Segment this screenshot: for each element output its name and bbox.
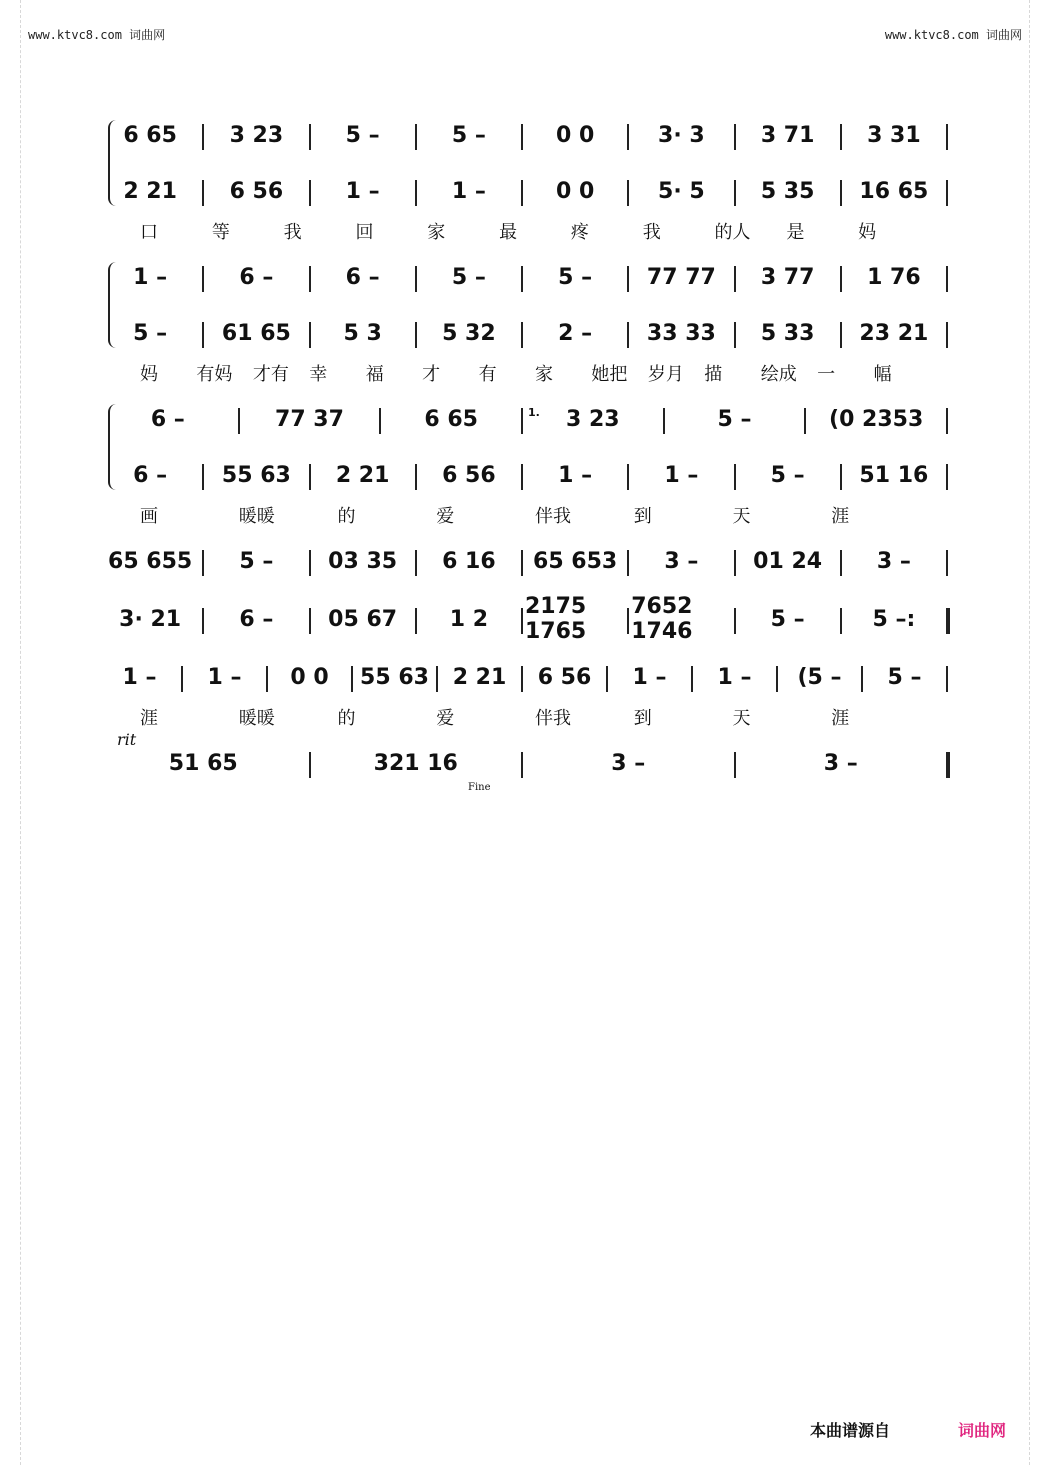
measure: 6 – xyxy=(150,406,185,432)
barline xyxy=(734,464,736,490)
barline xyxy=(309,550,311,576)
barline xyxy=(776,666,778,692)
barline xyxy=(436,666,438,692)
barline xyxy=(309,608,311,634)
barline xyxy=(840,180,842,206)
system-1-upper-staff xyxy=(100,120,950,150)
line-6-staff xyxy=(100,594,950,644)
lyric-syllable: 妈 xyxy=(858,222,877,243)
measure: 3 77 xyxy=(760,264,815,290)
measure: 7652 1746 xyxy=(631,594,693,644)
barline xyxy=(309,322,311,348)
line-7-lyrics xyxy=(100,704,950,729)
measure: 55 63 xyxy=(221,462,291,488)
measure: 3 – xyxy=(664,548,699,574)
barline xyxy=(521,666,523,692)
measure: 5 – xyxy=(133,320,168,346)
lyric-syllable: 涯 xyxy=(140,708,158,729)
barline xyxy=(521,408,523,434)
measure: 51 65 xyxy=(168,750,238,776)
measure: 6 – xyxy=(345,264,380,290)
barline xyxy=(309,124,311,150)
barline xyxy=(627,608,629,634)
measure: 0 0 xyxy=(290,664,329,690)
barline xyxy=(309,180,311,206)
lyric-syllable: 幅 xyxy=(873,364,892,385)
fine-marking: Fine xyxy=(468,782,491,793)
lyric-syllable: 绘成 xyxy=(760,364,797,385)
barline xyxy=(202,180,204,206)
barline xyxy=(627,464,629,490)
barline xyxy=(734,608,736,634)
lyric-syllable: 幸 xyxy=(309,364,328,385)
system-1-lyrics xyxy=(100,218,950,243)
measure: 321 16 xyxy=(373,750,458,776)
barline xyxy=(946,408,948,434)
measure: 65 653 xyxy=(533,548,618,574)
measure: 33 33 xyxy=(646,320,716,346)
barline xyxy=(238,408,240,434)
measure: 5 – xyxy=(239,548,274,574)
barline xyxy=(351,666,353,692)
measure: 0 0 xyxy=(555,122,595,148)
measure: 2 – xyxy=(558,320,593,346)
measure: 6 56 xyxy=(537,664,592,690)
barline xyxy=(415,464,417,490)
measure: 1 – xyxy=(632,664,667,690)
lyric-syllable: 天 xyxy=(732,708,751,729)
barline xyxy=(415,608,417,634)
lyric-syllable: 到 xyxy=(633,708,652,729)
measure: 5 – xyxy=(717,406,752,432)
barline xyxy=(840,608,842,634)
rit-marking: rit xyxy=(117,730,137,749)
measure: 2 21 xyxy=(452,664,507,690)
measure: 65 655 xyxy=(108,548,193,574)
lyric-syllable: 一 xyxy=(817,364,836,385)
line-8-staff xyxy=(100,748,950,778)
source-name: 词曲网 xyxy=(958,1421,1007,1440)
lyric-syllable: 疼 xyxy=(570,222,589,243)
barline xyxy=(734,322,736,348)
barline xyxy=(521,550,523,576)
barline xyxy=(309,266,311,292)
barline xyxy=(627,322,629,348)
measure: 16 65 xyxy=(859,178,929,204)
barline xyxy=(734,124,736,150)
lyric-syllable: 爱 xyxy=(436,506,455,527)
barline xyxy=(861,666,863,692)
measure: 2 21 xyxy=(123,178,177,204)
lyric-syllable: 回 xyxy=(355,222,374,243)
barline xyxy=(415,266,417,292)
barline xyxy=(521,608,523,634)
lyric-syllable: 才有 xyxy=(252,364,289,385)
measure: 5 –: xyxy=(872,606,916,632)
measure: 6 65 xyxy=(424,406,478,432)
lyric-syllable: 有妈 xyxy=(196,364,233,385)
measure: 61 65 xyxy=(221,320,291,346)
measure: (0 2353 xyxy=(829,406,924,432)
measure: 23 21 xyxy=(859,320,929,346)
lyric-syllable: 岁月 xyxy=(647,364,684,385)
barline xyxy=(840,550,842,576)
lyric-syllable: 有 xyxy=(478,364,497,385)
barline xyxy=(627,550,629,576)
barline xyxy=(415,180,417,206)
lyric-syllable: 妈 xyxy=(140,364,158,385)
barline xyxy=(734,180,736,206)
lyric-syllable: 伴我 xyxy=(535,506,571,527)
measure: 5 33 xyxy=(760,320,815,346)
barline xyxy=(521,180,523,206)
barline xyxy=(946,752,950,778)
barline xyxy=(946,464,948,490)
lyric-syllable: 她把 xyxy=(591,364,628,385)
barline xyxy=(181,666,183,692)
barline xyxy=(946,322,948,348)
barline xyxy=(202,266,204,292)
source-label: 本曲谱源自 xyxy=(810,1421,891,1440)
measure: 1 – xyxy=(122,664,157,690)
measure: 1 2 xyxy=(449,606,489,632)
lyric-syllable: 才 xyxy=(422,364,441,385)
measure: 03 35 xyxy=(328,548,398,574)
barline xyxy=(946,180,948,206)
measure: 3 31 xyxy=(867,122,921,148)
lyric-syllable: 暖暖 xyxy=(238,708,275,729)
lyric-syllable: 涯 xyxy=(831,506,850,527)
measure: 1 – xyxy=(558,462,593,488)
barline xyxy=(663,408,665,434)
measure: 5 – xyxy=(345,122,380,148)
barline xyxy=(734,550,736,576)
measure: 1 – xyxy=(133,264,168,290)
lyric-syllable: 我 xyxy=(642,222,661,243)
lyric-syllable: 描 xyxy=(704,364,723,385)
system-3-lyrics xyxy=(100,502,950,527)
barline xyxy=(309,752,311,778)
measure: 1 – xyxy=(207,664,242,690)
measure: 6 16 xyxy=(442,548,496,574)
lyric-syllable: 到 xyxy=(633,506,652,527)
barline xyxy=(946,550,948,576)
lyric-syllable: 的 xyxy=(337,708,356,729)
measure: 5 – xyxy=(770,606,805,632)
measure: 5 – xyxy=(451,264,486,290)
barline xyxy=(946,666,948,692)
line-7-staff xyxy=(100,662,950,692)
barline xyxy=(627,266,629,292)
barline xyxy=(415,550,417,576)
barline xyxy=(840,124,842,150)
measure: 5 – xyxy=(887,664,922,690)
left-margin-strip xyxy=(0,0,21,1465)
lyric-syllable: 口 xyxy=(140,222,158,243)
lyric-syllable: 家 xyxy=(427,222,446,243)
barline xyxy=(521,266,523,292)
measure: 1 – xyxy=(717,664,752,690)
measure: 1 – xyxy=(451,178,486,204)
measure: 5 3 xyxy=(343,320,382,346)
lyric-syllable: 画 xyxy=(140,506,158,527)
measure: 6 65 xyxy=(123,122,177,148)
measure: 3 – xyxy=(823,750,858,776)
right-margin-strip xyxy=(1029,0,1050,1465)
measure: 5· 5 xyxy=(658,178,705,204)
barline xyxy=(415,322,417,348)
measure: 6 – xyxy=(133,462,168,488)
barline xyxy=(202,608,204,634)
measure: 3 71 xyxy=(760,122,815,148)
header-left-url: www.ktvc8.com 词曲网 xyxy=(28,28,166,42)
system-3-upper-staff xyxy=(100,404,950,434)
measure: 6 – xyxy=(239,264,274,290)
barline xyxy=(734,752,736,778)
lyric-syllable: 我 xyxy=(283,222,302,243)
barline xyxy=(521,322,523,348)
measure: 5 35 xyxy=(760,178,815,204)
lyric-syllable: 爱 xyxy=(436,708,455,729)
barline xyxy=(266,666,268,692)
measure: 3· 3 xyxy=(658,122,705,148)
measure: 3 23 xyxy=(566,406,620,432)
lyric-syllable: 的 xyxy=(337,506,356,527)
barline xyxy=(415,124,417,150)
measure: 6 56 xyxy=(442,462,496,488)
measure: 5 – xyxy=(558,264,593,290)
barline xyxy=(521,752,523,778)
barline xyxy=(606,666,608,692)
measure: 3· 21 xyxy=(119,606,182,632)
lyric-syllable: 暖暖 xyxy=(238,506,275,527)
measure: 2 21 xyxy=(335,462,390,488)
measure: (5 – xyxy=(797,664,842,690)
system-2-upper-staff xyxy=(100,262,950,292)
barline xyxy=(946,266,948,292)
measure: 1 76 xyxy=(867,264,921,290)
lyric-syllable: 等 xyxy=(211,222,230,243)
barline xyxy=(734,266,736,292)
lyric-syllable: 伴我 xyxy=(535,708,571,729)
system-1-lower-staff xyxy=(100,176,950,206)
barline xyxy=(202,464,204,490)
system-2-lower-staff xyxy=(100,318,950,348)
line-5-staff xyxy=(100,546,950,576)
barline xyxy=(202,322,204,348)
barline xyxy=(840,266,842,292)
header-right-url: www.ktvc8.com 词曲网 xyxy=(884,28,1022,42)
barline xyxy=(521,464,523,490)
barline xyxy=(521,124,523,150)
lyric-syllable: 福 xyxy=(365,364,384,385)
barline xyxy=(309,464,311,490)
lyric-syllable: 是 xyxy=(786,222,805,243)
lyric-syllable: 的人 xyxy=(714,222,751,243)
measure: 01 24 xyxy=(753,548,823,574)
lyric-syllable: 家 xyxy=(535,364,553,385)
lyric-syllable: 天 xyxy=(732,506,751,527)
barline xyxy=(202,550,204,576)
measure: 6 – xyxy=(239,606,274,632)
first-ending-mark: 1. xyxy=(528,406,540,419)
measure: 1 – xyxy=(345,178,380,204)
measure: 3 – xyxy=(876,548,911,574)
system-3-lower-staff xyxy=(100,460,950,490)
measure: 3 – xyxy=(611,750,646,776)
measure: 77 37 xyxy=(275,406,344,432)
measure: 55 63 xyxy=(360,664,429,690)
measure: 77 77 xyxy=(646,264,716,290)
barline xyxy=(946,124,948,150)
barline xyxy=(840,322,842,348)
lyric-syllable: 涯 xyxy=(831,708,850,729)
barline xyxy=(627,124,629,150)
measure: 5 32 xyxy=(442,320,496,346)
measure: 05 67 xyxy=(328,606,398,632)
system-2-lyrics xyxy=(100,360,950,385)
measure: 2175 1765 xyxy=(525,594,587,644)
barline xyxy=(627,180,629,206)
measure: 6 56 xyxy=(229,178,284,204)
lyric-syllable: 最 xyxy=(499,222,518,243)
measure: 3 23 xyxy=(229,122,284,148)
barline xyxy=(946,608,950,634)
barline xyxy=(202,124,204,150)
barline xyxy=(840,464,842,490)
measure: 1 – xyxy=(664,462,699,488)
barline xyxy=(804,408,806,434)
measure: 5 – xyxy=(770,462,805,488)
barline xyxy=(379,408,381,434)
barline xyxy=(691,666,693,692)
measure: 0 0 xyxy=(555,178,595,204)
measure: 51 16 xyxy=(859,462,929,488)
measure: 5 – xyxy=(451,122,486,148)
